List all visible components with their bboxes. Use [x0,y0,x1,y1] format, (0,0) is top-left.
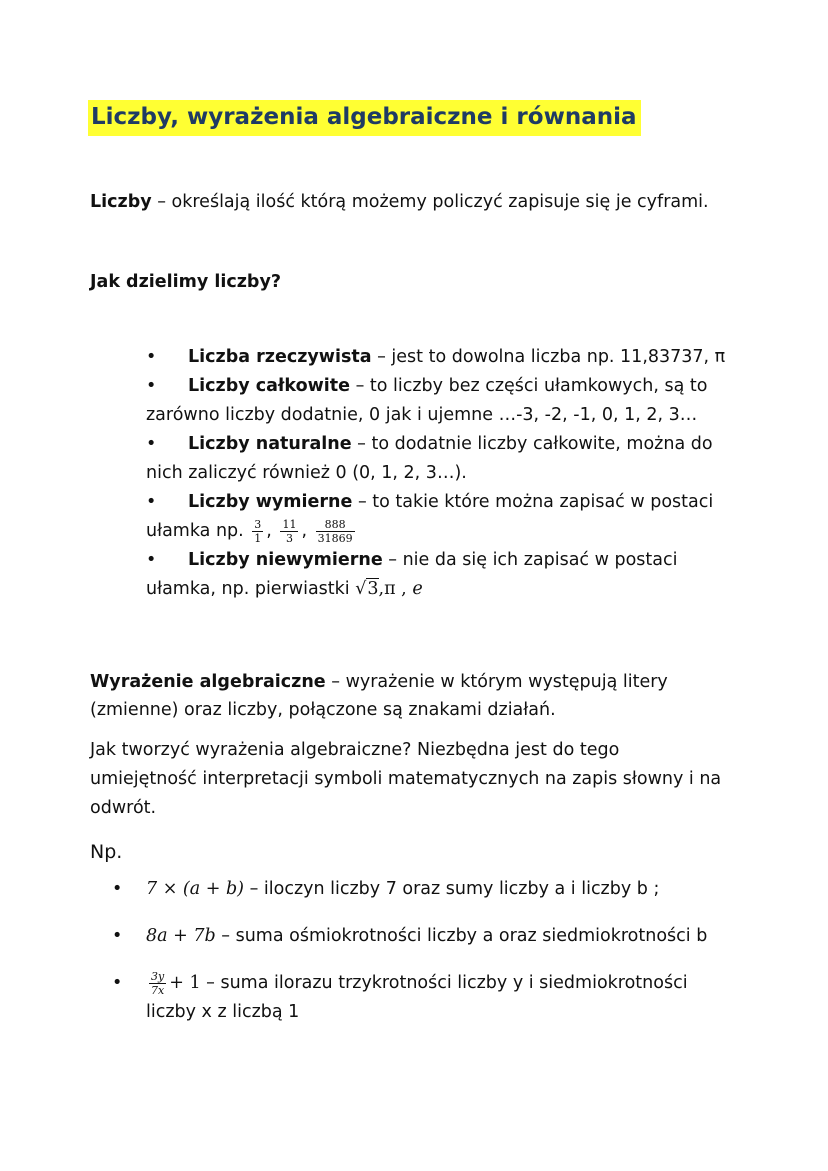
definition-wyrazenie [90,668,668,724]
text-naturalne-1: – to dodatnie liczby całkowite, można do [351,434,713,454]
text-naturalne-2: nich zaliczyć również 0 (0, 1, 2, 3…). [146,463,467,483]
example-3-text-2: liczby x z liczbą 1 [146,1002,300,1022]
fraction-3y-7x [149,970,166,997]
paragraph-jak-tworzyc [90,736,721,823]
term-niewymierne: Liczby niewymierne [188,550,383,570]
paragraph-line-2: umiejętność interpretacji symboli matematycznych na zapis słowny i na [90,769,722,789]
text-wymierne-1: – to takie które można zapisać w postaci [352,492,714,512]
example-2-math: 8a + 7b [146,926,216,946]
text-wymierne-2 [146,517,746,546]
sqrt-radicand: 3 [367,579,379,599]
fraction-denominator: 31869 [317,531,353,545]
fraction-888-31869 [316,518,355,545]
e-symbol: e [412,579,423,599]
term-wyrazenie: Wyrażenie algebraiczne [90,672,326,692]
sqrt-symbol: √ [355,579,367,599]
example-3-math: + 1 [169,973,201,993]
text-rzeczywista: – jest to dowolna liczba np. 11,83737, π [371,347,726,367]
fraction-denominator: 7x [151,983,165,997]
text-niewymierne-2 [146,575,746,604]
text-niewymierne-1: – nie da się ich zapisać w postaci [382,550,678,570]
heading-jak-dzielimy: Jak dzielimy liczby? [90,272,282,292]
definition-liczby-text: – określają ilość którą możemy policzyć zapisuje się je cyframi. [151,192,709,212]
fraction-numerator: 3y [151,969,165,983]
example-item-3 [112,969,752,1027]
term-liczby: Liczby [90,192,152,212]
example-1-text: – iloczyn liczby 7 oraz sumy liczby a i liczby b ; [244,879,660,899]
pi-symbol: ,π , [378,579,407,599]
text-wymierne-label: ułamka np. [146,521,244,541]
example-3-text-1: – suma ilorazu trzykrotności liczby y i siedmiokrotności [200,973,688,993]
list-item-rzeczywista [146,343,746,372]
bullet: • [112,879,123,899]
sqrt-3 [355,578,378,599]
fraction-numerator: 11 [282,517,297,531]
bullet: • [112,973,123,993]
bullet: • [146,434,157,454]
list-item-niewymierne [146,546,746,604]
separator: , [301,521,308,541]
bullet: • [146,492,157,512]
fraction-numerator: 888 [316,518,355,532]
list-item-naturalne [146,430,746,488]
examples-list [112,875,752,1045]
bullet: • [112,926,123,946]
example-item-2 [112,922,752,951]
fraction-denominator: 3 [285,531,293,545]
list-item-calkowite [146,372,746,430]
fraction-numerator: 3 [254,517,262,531]
bullet: • [146,347,157,367]
page-title: Liczby, wyrażenia algebraiczne i równania [88,100,641,136]
fraction-11-3 [280,518,298,545]
fraction-denominator: 1 [254,531,262,545]
text-calkowite-2: zarówno liczby dodatnie, 0 jak i ujemne …-3, -2, -1, 0, 1, 2, 3… [146,405,698,425]
term-naturalne: Liczby naturalne [188,434,352,454]
separator: , [266,521,272,541]
term-calkowite: Liczby całkowite [188,376,351,396]
definition-wyrazenie-text-1: – wyrażenie w którym występują litery [325,672,668,692]
fraction-3-1 [252,518,263,545]
np-label: Np. [90,841,123,863]
bullet: • [146,376,157,396]
text-niewymierne-label: ułamka, np. pierwiastki [146,579,350,599]
example-1-math: 7 × (a + b) [146,879,245,899]
paragraph-line-1: Jak tworzyć wyrażenia algebraiczne? Niezbędna jest do tego [90,740,620,760]
definition-wyrazenie-text-2: (zmienne) oraz liczby, połączone są znakami działań. [90,700,556,720]
term-rzeczywista: Liczba rzeczywista [188,347,372,367]
paragraph-line-3: odwrót. [90,798,157,818]
definition-liczby [90,188,709,216]
bullet: • [146,550,157,570]
example-item-1 [112,875,752,904]
term-wymierne: Liczby wymierne [188,492,353,512]
example-2-text: – suma ośmiokrotności liczby a oraz siedmiokrotności b [215,926,708,946]
list-item-wymierne [146,488,746,546]
text-calkowite-1: – to liczby bez części ułamkowych, są to [350,376,708,396]
number-types-list [146,343,746,604]
